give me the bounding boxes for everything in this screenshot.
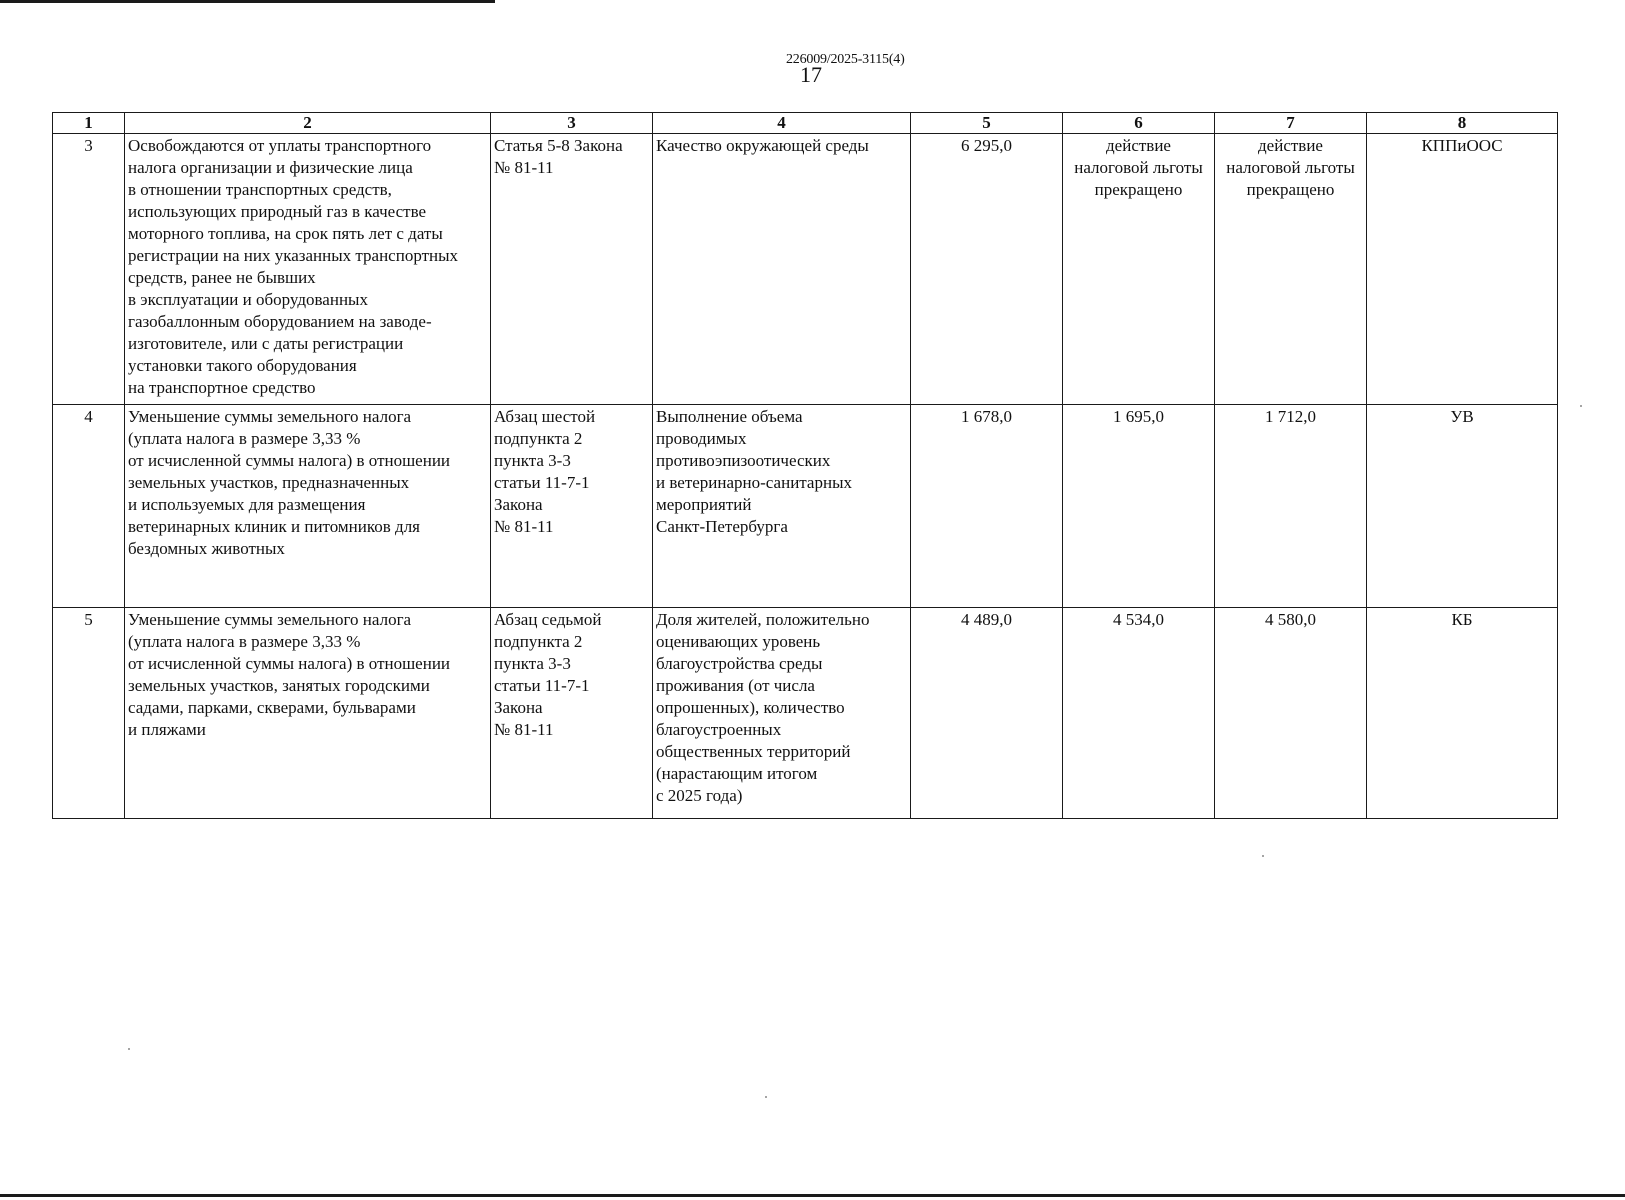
row-number: 3 <box>53 134 125 405</box>
value-col6: действие налоговой льготы прекращено <box>1063 134 1215 405</box>
value-col5: 1 678,0 <box>911 405 1063 608</box>
responsible-body: УВ <box>1367 405 1558 608</box>
value-col5: 4 489,0 <box>911 608 1063 819</box>
column-header: 1 <box>53 113 125 134</box>
column-header: 3 <box>491 113 653 134</box>
column-header: 6 <box>1063 113 1215 134</box>
table-row <box>53 608 1558 819</box>
responsible-body: КППиООС <box>1367 134 1558 405</box>
scan-speck <box>765 1096 767 1098</box>
column-header: 7 <box>1215 113 1367 134</box>
scan-speck <box>1262 855 1264 857</box>
responsible-body: КБ <box>1367 608 1558 819</box>
table-row <box>53 405 1558 608</box>
benefit-description: Уменьшение суммы земельного налога (уплата налога в размере 3,33 % от исчисленной суммы налога) в отношении земельных участков, предназначенных и используемых для размещения ветеринарных клиник и питомников для бездомных животных <box>125 405 491 608</box>
row-number: 5 <box>53 608 125 819</box>
page-number: 17 <box>800 62 822 87</box>
value-col6: 1 695,0 <box>1063 405 1215 608</box>
target-indicator: Выполнение объема проводимых противоэпизоотических и ветеринарно-санитарных мероприятий Санкт-Петербурга <box>653 405 911 608</box>
column-header: 5 <box>911 113 1063 134</box>
scan-speck <box>1580 405 1582 407</box>
law-reference: Абзац седьмой подпункта 2 пункта 3-3 статьи 11-7-1 Закона № 81-11 <box>491 608 653 819</box>
column-header: 8 <box>1367 113 1558 134</box>
value-col7: действие налоговой льготы прекращено <box>1215 134 1367 405</box>
target-indicator: Качество окружающей среды <box>653 134 911 405</box>
value-col6: 4 534,0 <box>1063 608 1215 819</box>
document-number-stamp: 226009/2025-3115(4) <box>786 52 905 67</box>
value-col7: 1 712,0 <box>1215 405 1367 608</box>
row-number: 4 <box>53 405 125 608</box>
target-indicator: Доля жителей, положительно оценивающих уровень благоустройства среды проживания (от числа опрошенных), количество благоустроенных общественных территорий (нарастающим итогом с 2025 года) <box>653 608 911 819</box>
column-header: 2 <box>125 113 491 134</box>
scan-edge-bottom <box>0 1194 1625 1197</box>
benefit-description: Освобождаются от уплаты транспортного налога организации и физические лица в отношении транспортных средств, использующих природный газ в качестве моторного топлива, на срок пять лет с даты регистрации на них указанных транспортных средств, ранее не бывших в эксплуатации и оборудованных газобаллонным оборудованием на заводе- изготовителе, или с даты регистрации установки такого оборудования на транспортное средство <box>125 134 491 405</box>
table-row <box>53 134 1558 405</box>
scan-edge-top <box>0 0 495 3</box>
benefit-description: Уменьшение суммы земельного налога (уплата налога в размере 3,33 % от исчисленной суммы налога) в отношении земельных участков, занятых городскими садами, парками, скверами, бульварами и пляжами <box>125 608 491 819</box>
column-number-row <box>53 113 1558 134</box>
law-reference: Статья 5-8 Закона № 81-11 <box>491 134 653 405</box>
value-col7: 4 580,0 <box>1215 608 1367 819</box>
value-col5: 6 295,0 <box>911 134 1063 405</box>
scan-speck <box>128 1048 130 1050</box>
tax-benefits-table <box>52 112 1558 819</box>
law-reference: Абзац шестой подпункта 2 пункта 3-3 статьи 11-7-1 Закона № 81-11 <box>491 405 653 608</box>
column-header: 4 <box>653 113 911 134</box>
